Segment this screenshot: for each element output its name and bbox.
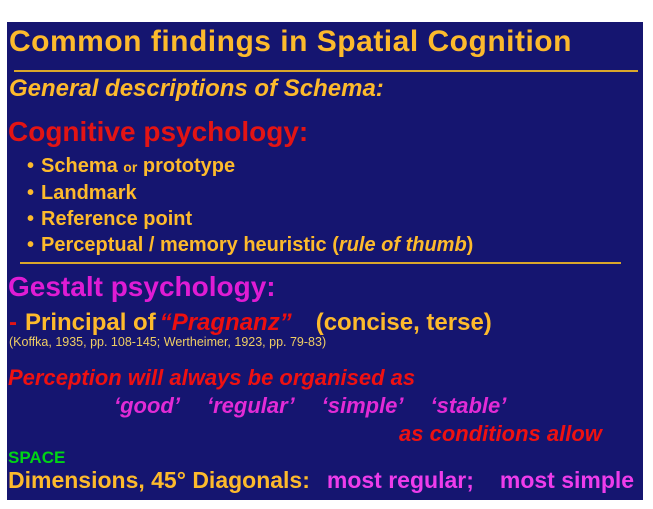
bullet-text-reference-point: Reference point [41, 208, 193, 230]
bullet-icon: • [27, 208, 35, 230]
bullet-text-prototype: prototype [142, 155, 236, 177]
quality-regular: ‘regular’ [206, 393, 295, 418]
most-regular-text: most regular; [326, 467, 474, 493]
cognitive-bullet-list [27, 153, 627, 258]
perception-qualities-line [114, 393, 506, 419]
bullet-icon: • [27, 155, 35, 177]
principal-of-pragnanz-line [9, 309, 492, 337]
bullet-text-close-paren: ) [466, 234, 474, 256]
bullet-schema-or-prototype [27, 153, 627, 180]
pragnanz-quoted-text: “Pragnanz” [159, 309, 292, 336]
quality-stable: ‘stable’ [430, 393, 507, 418]
space-label: SPACE [8, 448, 66, 467]
separator-line-top [14, 70, 638, 72]
bullet-text-landmark: Landmark [41, 182, 137, 204]
quality-good: ‘good’ [114, 393, 180, 418]
bullet-icon: • [27, 234, 35, 256]
bullet-reference-point [27, 206, 627, 232]
perception-statement: Perception will always be organised as [8, 365, 416, 390]
bullet-text-schema: Schema [41, 155, 118, 177]
most-simple-text: most simple [499, 467, 635, 493]
bullet-landmark [27, 180, 627, 206]
principal-lead-text: Principal of [25, 309, 156, 336]
bullet-text-heuristic: Perceptual / memory heuristic ( [41, 234, 339, 256]
concise-terse-text: (concise, terse) [315, 309, 492, 336]
quality-simple: ‘simple’ [321, 393, 404, 418]
bullet-perceptual-heuristic [27, 232, 627, 258]
citation-text: (Koffka, 1935, pp. 108-145; Wertheimer, 1923, pp. 79-83) [9, 335, 327, 349]
bullet-text-rule-of-thumb: rule of thumb [338, 234, 467, 256]
dimensions-diagonals-line [8, 467, 634, 494]
as-conditions-allow-text: as conditions allow [399, 421, 602, 446]
separator-line-middle [20, 262, 621, 264]
slide-title: Common findings in Spatial Cognition [9, 25, 572, 58]
cognitive-psychology-heading: Cognitive psychology: [8, 116, 309, 147]
dimensions-text: Dimensions, 45° Diagonals: [8, 467, 310, 493]
dash-mark: - [9, 309, 17, 336]
slide-subtitle: General descriptions of Schema: [9, 75, 384, 102]
bullet-icon: • [27, 182, 35, 204]
bullet-text-or: or [123, 159, 138, 175]
gestalt-psychology-heading: Gestalt psychology: [8, 271, 276, 302]
slide [7, 22, 643, 500]
